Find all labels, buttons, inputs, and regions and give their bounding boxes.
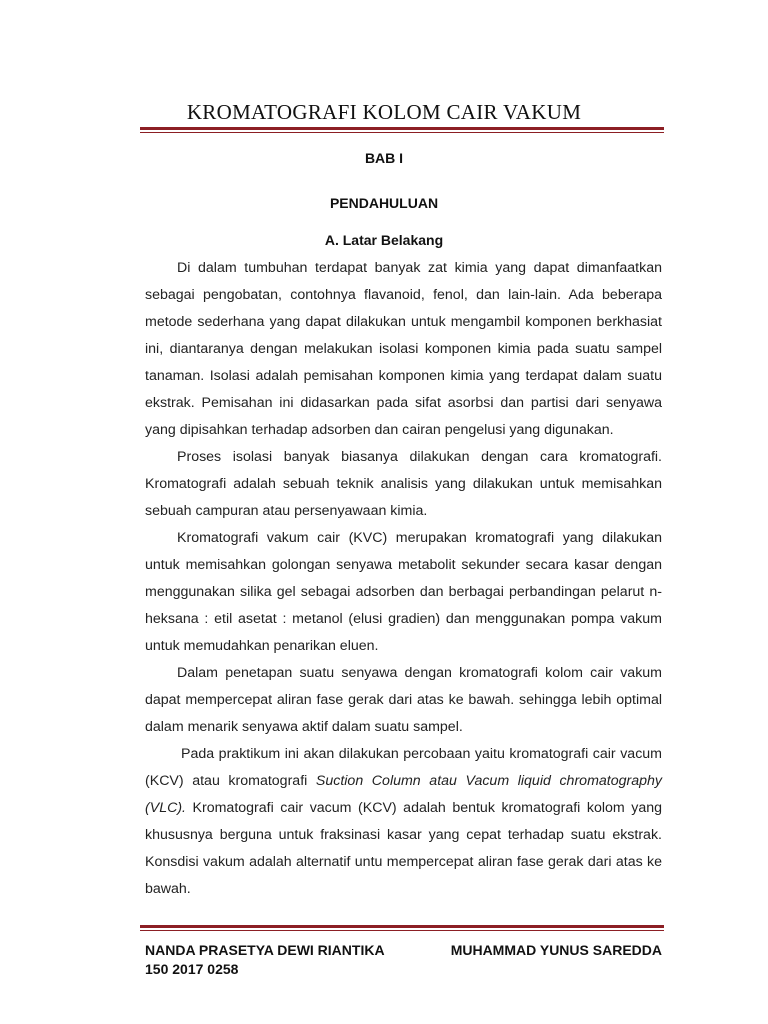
document-title: KROMATOGRAFI KOLOM CAIR VAKUM <box>186 100 582 124</box>
footer-left-name: NANDA PRASETYA DEWI RIANTIKA <box>145 942 385 958</box>
footer-right-name: MUHAMMAD YUNUS SAREDDA <box>450 942 662 958</box>
paragraph-5-text-start: Pada praktikum ini akan dilakukan percobaan yaitu kromatografi cair vacum (KCV) atau kromatografi <box>145 746 662 789</box>
section-heading: A. Latar Belakang <box>324 232 444 248</box>
header-rule <box>140 127 664 133</box>
paragraph-2: Proses isolasi banyak biasanya dilakukan dengan cara kromatografi. Kromatografi adalah sebuah teknik analisis yang dilakukan untuk memisahkan sebuah campuran atau persenyawaan kimia. <box>145 449 662 519</box>
paragraph-5-text-end: Kromatografi cair vacum (KCV) adalah bentuk kromatografi kolom yang khususnya berguna untuk fraksinasi kasar yang cepat terhadap suatu ekstrak. Konsdisi vakum adalah alternatif untu mempercepat aliran fase gerak dari atas ke bawah. <box>145 800 662 897</box>
body-text <box>145 255 662 903</box>
paragraph-5-italic-term: Suction Column atau Vacum liquid chromatography (VLC). <box>145 773 662 816</box>
paragraph-1: Di dalam tumbuhan terdapat banyak zat kimia yang dapat dimanfaatkan sebagai pengobatan, contohnya flavanoid, fenol, dan lain-lain. Ada beberapa metode sederhana yang dapat dilakukan untuk mengambil komponen berkhasiat ini, diantaranya dengan melakukan isolasi komponen kimia pada suatu sampel tanaman. Isolasi adalah pemisahan komponen kimia yang terdapat dalam suatu ekstrak. Pemisahan ini didasarkan pada sifat asorbsi dan partisi dari senyawa yang dipisahkan terhadap adsorben dan cairan pengelusi yang digunakan. <box>145 260 662 438</box>
footer-student-number: 150 2017 0258 <box>145 961 239 977</box>
paragraph-4: Dalam penetapan suatu senyawa dengan kromatografi kolom cair vakum dapat mempercepat aliran fase gerak dari atas ke bawah. sehingga lebih optimal dalam menarik senyawa aktif dalam suatu sampel. <box>145 665 662 735</box>
footer-rule <box>140 925 664 931</box>
footer <box>145 941 662 979</box>
footer-rule-thin <box>140 930 664 931</box>
header-rule-thin <box>140 132 664 133</box>
footer-names-row <box>145 941 662 960</box>
paragraph-3: Kromatografi vakum cair (KVC) merupakan kromatografi yang dilakukan untuk memisahkan golongan senyawa metabolit sekunder secara kasar dengan menggunakan silika gel sebagai adsorben dan berbagai perbandingan pelarut n-heksana : etil asetat : metanol (elusi gradien) dan menggunakan pompa vakum untuk memudahkan penarikan eluen. <box>145 530 662 654</box>
chapter-label: BAB I <box>364 150 404 166</box>
chapter-title: PENDAHULUAN <box>329 195 439 211</box>
paragraph-5 <box>145 741 662 903</box>
